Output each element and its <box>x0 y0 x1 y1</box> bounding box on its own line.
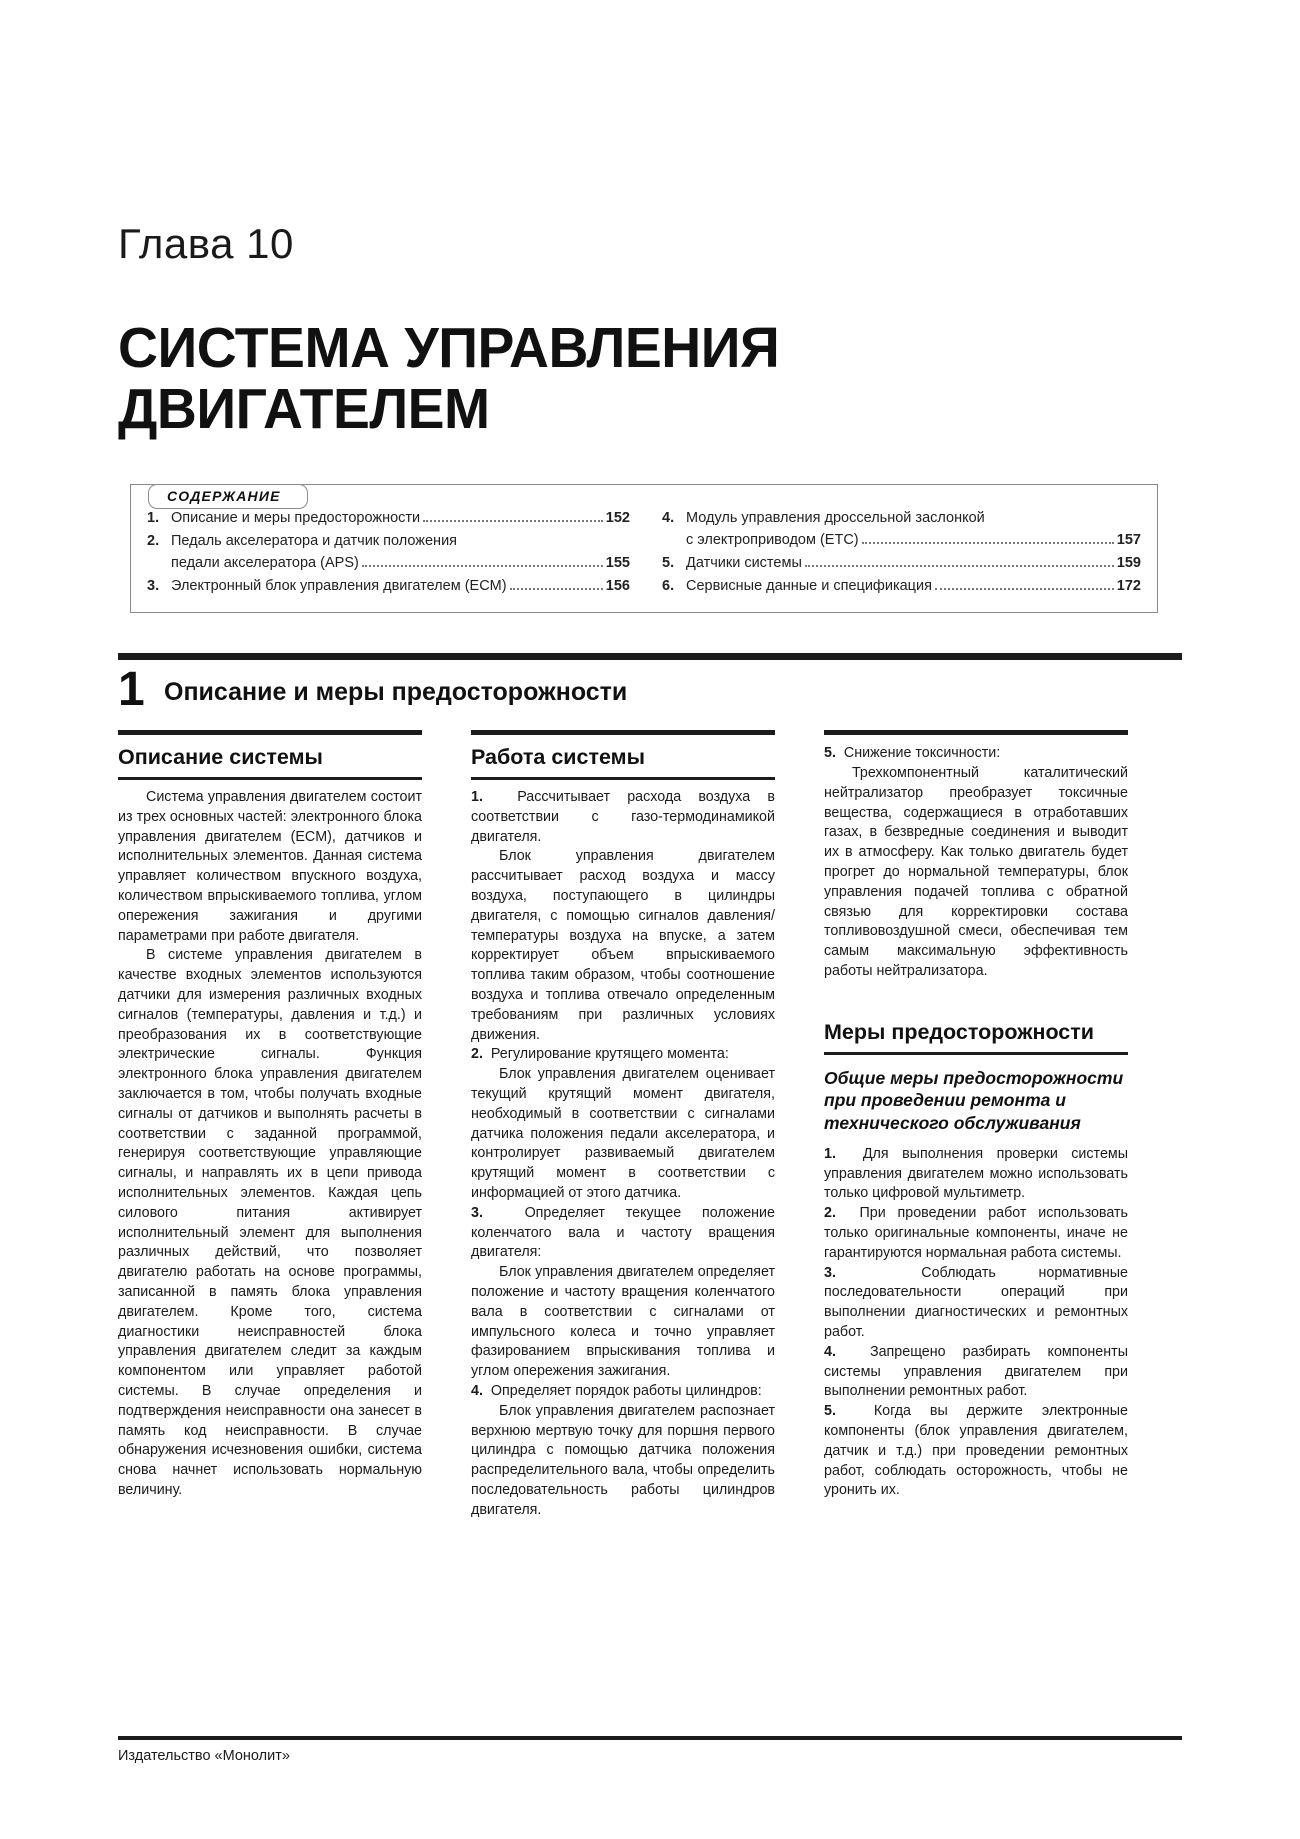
column-heading-description: Описание системы <box>118 745 323 770</box>
column-heading-underline <box>824 1052 1128 1055</box>
toc-entry-number: 1. <box>147 510 160 527</box>
paragraph: В системе управления двигателем в качестве входных элементов используются датчики для измерения различных входных сигналов (температуры, давления и т.д.) и преобразования их в соответствующие электрические сигналы. Функция электронного блока управления двигателем заключается в том, чтобы получать входные сигналы от датчиков и выполнять расчеты в соответствии с заданной программой, генерируя соответствующие управляющие сигналы, и направлять их в цепи привода исполнительных элементов. Каждая цепь силового питания активирует исполнительный элемент для выполнения различных действий, что позволяет двигателю работать на основе программы, записанной в память блока управления двигателем. Кроме того, система диагностики неисправностей блока управления двигателем следит за каждым компонентом или управляет работой системы. В случае определения и подтверждения неисправности она занесет в память код неисправности. В случае обнаружения исчезновения ошибки, система снова начнет использовать нормальную величину. <box>118 947 422 1498</box>
list-item-lead: Регулирование крутящего момента: <box>490 1046 729 1063</box>
list-item-number: 4. <box>824 1343 836 1360</box>
list-item-text: Для выполнения проверки системы управления двигателем можно использовать только цифровой мультиметр. <box>824 1145 1128 1202</box>
toc-entry-number: 2. <box>147 533 160 550</box>
toc-leader-dots <box>805 565 1114 567</box>
list-item <box>824 1343 1128 1402</box>
list-item <box>824 1402 1128 1501</box>
paragraph: Блок управления двигателем распознает верхнюю мертвую точку для поршня первого цилиндра с помощью датчика положения распределительного вала, чтобы определить последовательность работы цилиндров двигателя. <box>471 1402 775 1518</box>
toc-tab-label: СОДЕРЖАНИЕ <box>148 484 308 509</box>
toc-entry-page: 155 <box>605 555 630 572</box>
list-item-number: 5. <box>824 745 836 762</box>
toc-entry-number: 6. <box>662 578 675 595</box>
column-heading-operation: Работа системы <box>471 745 645 770</box>
list-item-number: 2. <box>824 1205 836 1222</box>
list-item <box>824 1264 1128 1343</box>
toc-entry-label: Описание и меры предосторожности <box>171 510 421 527</box>
toc-entry-label: Датчики системы <box>686 555 802 572</box>
toc-entry-label-cont: с электроприводом (ETC) <box>686 532 859 549</box>
column-1 <box>118 730 422 1520</box>
toc-entry-label: Сервисные данные и спецификация <box>686 578 932 595</box>
toc-entry-page: 156 <box>605 578 630 595</box>
list-item-text: Запрещено разбирать компоненты системы управления двигателем при выполнении ремонтных работ. <box>824 1343 1128 1400</box>
paragraph: Система управления двигателем состоит из трех основных частей: электронного блока управления двигателем (ECM), датчиков и исполнительных элементов. Данная система управляет количеством впускного воздуха, количеством впрыскиваемого топлива, углом опережения зажигания и другими параметрами при работе двигателя. <box>118 789 422 944</box>
toc-entry-number: 5. <box>662 555 675 572</box>
list-item <box>471 1045 775 1065</box>
toc-column-right <box>644 507 1141 598</box>
paragraph: Блок управления двигателем рассчитывает расход воздуха и массу воздуха, поступающего в цилиндры двигателя, с помощью сигналов давления/температуры воздуха на впуске, а затем корректирует объем впрыскиваемого топлива таким образом, чтобы соотношение воздуха и топлива отвечало определенным требованиям при различных условиях движения. <box>471 848 775 1043</box>
chapter-label: Глава 10 <box>118 220 294 267</box>
three-column-body <box>118 730 1182 1520</box>
list-item-number: 3. <box>471 1204 483 1221</box>
toc-entry[interactable] <box>662 507 1141 551</box>
page-title-line-2: ДВИГАТЕЛЕМ <box>118 377 490 442</box>
list-item <box>824 744 1128 764</box>
toc-leader-dots <box>423 520 603 522</box>
toc-entry-label: Модуль управления дроссельной заслонкой <box>686 510 985 527</box>
list-item <box>471 788 775 847</box>
list-item-text: Соблюдать нормативные последовательности операций при выполнении диагностических и ремонтных работ. <box>824 1264 1128 1341</box>
column-2 <box>471 730 775 1520</box>
list-item-number: 4. <box>471 1382 483 1399</box>
list-item-lead: Рассчитывает расхода воздуха в соответствии с газо-термодинамикой двигателя. <box>471 789 775 845</box>
column-top-rule <box>824 730 1128 735</box>
list-item <box>471 1204 775 1263</box>
page-footer <box>118 1736 1182 1764</box>
list-item <box>824 1145 1128 1204</box>
list-item-lead: Определяет порядок работы цилиндров: <box>490 1382 762 1399</box>
list-item-text: При проведении работ использовать только оригинальные компоненты, иначе не гарантируются нормальная работа системы. <box>824 1205 1128 1261</box>
page-title-line-1: СИСТЕМА УПРАВЛЕНИЯ <box>118 316 780 381</box>
toc-entry-page: 159 <box>1116 555 1141 572</box>
section-number-badge: 1 <box>118 663 145 717</box>
list-item-number: 1. <box>824 1145 836 1162</box>
publisher-name: Издательство «Монолит» <box>118 1748 290 1764</box>
toc-entry[interactable] <box>147 530 630 574</box>
list-item-number: 1. <box>471 789 483 806</box>
toc-entry-page: 172 <box>1116 578 1141 595</box>
column-heading-underline <box>118 777 422 780</box>
paragraph: Трехкомпонентный каталитический нейтрализатор преобразует токсичные вещества, содержащиеся в отработавших газах, в безвредные соединения и выводит их в атмосферу. Как только двигатель будет прогрет до нормальной температуры, блок управления подачей топлива с обратной связью для корректировки состава топливовоздушной смеси, обеспечивая тем самым максимальную эффективность работы нейтрализатора. <box>824 764 1128 979</box>
page-title <box>118 318 1150 440</box>
subheading-general-precautions: Общие меры предосторожности при проведении ремонта и технического обслуживания <box>824 1067 1124 1134</box>
list-item-number: 2. <box>471 1046 483 1063</box>
toc-entry-label: Электронный блок управления двигателем (ECM) <box>171 578 507 595</box>
list-item-lead: Определяет текущее положение коленчатого вала и частоту вращения двигателя: <box>471 1204 775 1261</box>
list-item <box>824 1204 1128 1263</box>
toc-entry-number: 3. <box>147 578 160 595</box>
section-divider-rule <box>118 653 1182 660</box>
paragraph: Блок управления двигателем оценивает текущий крутящий момент двигателя, необходимый в соответствии с сигналами датчика положения педали акселератора, и контролирует развиваемый двигателем крутящий момент в соответствии с информацией от этого датчика. <box>471 1066 775 1201</box>
toc-leader-dots <box>362 565 603 567</box>
toc-leader-dots <box>935 588 1114 590</box>
toc-entry-page: 152 <box>605 510 630 527</box>
toc-entry[interactable] <box>147 575 630 597</box>
section-header <box>118 663 1182 720</box>
toc-column-left <box>147 507 644 598</box>
column-3 <box>824 730 1128 1520</box>
toc-entry-number: 4. <box>662 510 675 527</box>
toc-entry[interactable] <box>147 507 630 529</box>
column-heading-precautions: Меры предосторожности <box>824 1019 1095 1044</box>
toc-entry[interactable] <box>662 552 1141 574</box>
column-heading-underline <box>471 777 775 780</box>
toc-entry-label: Педаль акселератора и датчик положения <box>171 533 458 550</box>
list-item-number: 5. <box>824 1403 836 1420</box>
list-item-number: 3. <box>824 1264 836 1281</box>
toc-entry-page: 157 <box>1116 532 1141 549</box>
page-content <box>118 0 1182 1521</box>
toc-entry[interactable] <box>662 575 1141 597</box>
toc-entry-label-cont: педали акселератора (APS) <box>171 555 359 572</box>
list-item-text: Когда вы держите электронные компоненты (блок управления двигателем, датчик и т.д.) при проведении ремонтных работ, соблюдать осторожность, чтобы не уронить их. <box>824 1403 1128 1499</box>
toc-leader-dots <box>862 542 1114 544</box>
list-item <box>471 1382 775 1402</box>
section-title: Описание и меры предосторожности <box>164 678 628 707</box>
table-of-contents <box>130 484 1158 613</box>
list-item-lead: Снижение токсичности: <box>843 745 1001 762</box>
toc-leader-dots <box>510 588 603 590</box>
paragraph: Блок управления двигателем определяет положение и частоту вращения коленчатого вала в соответствии с сигналами от импульсного колеса и точно управляет фазированием впрыскивания топлива и углом опережения зажигания. <box>471 1264 775 1380</box>
